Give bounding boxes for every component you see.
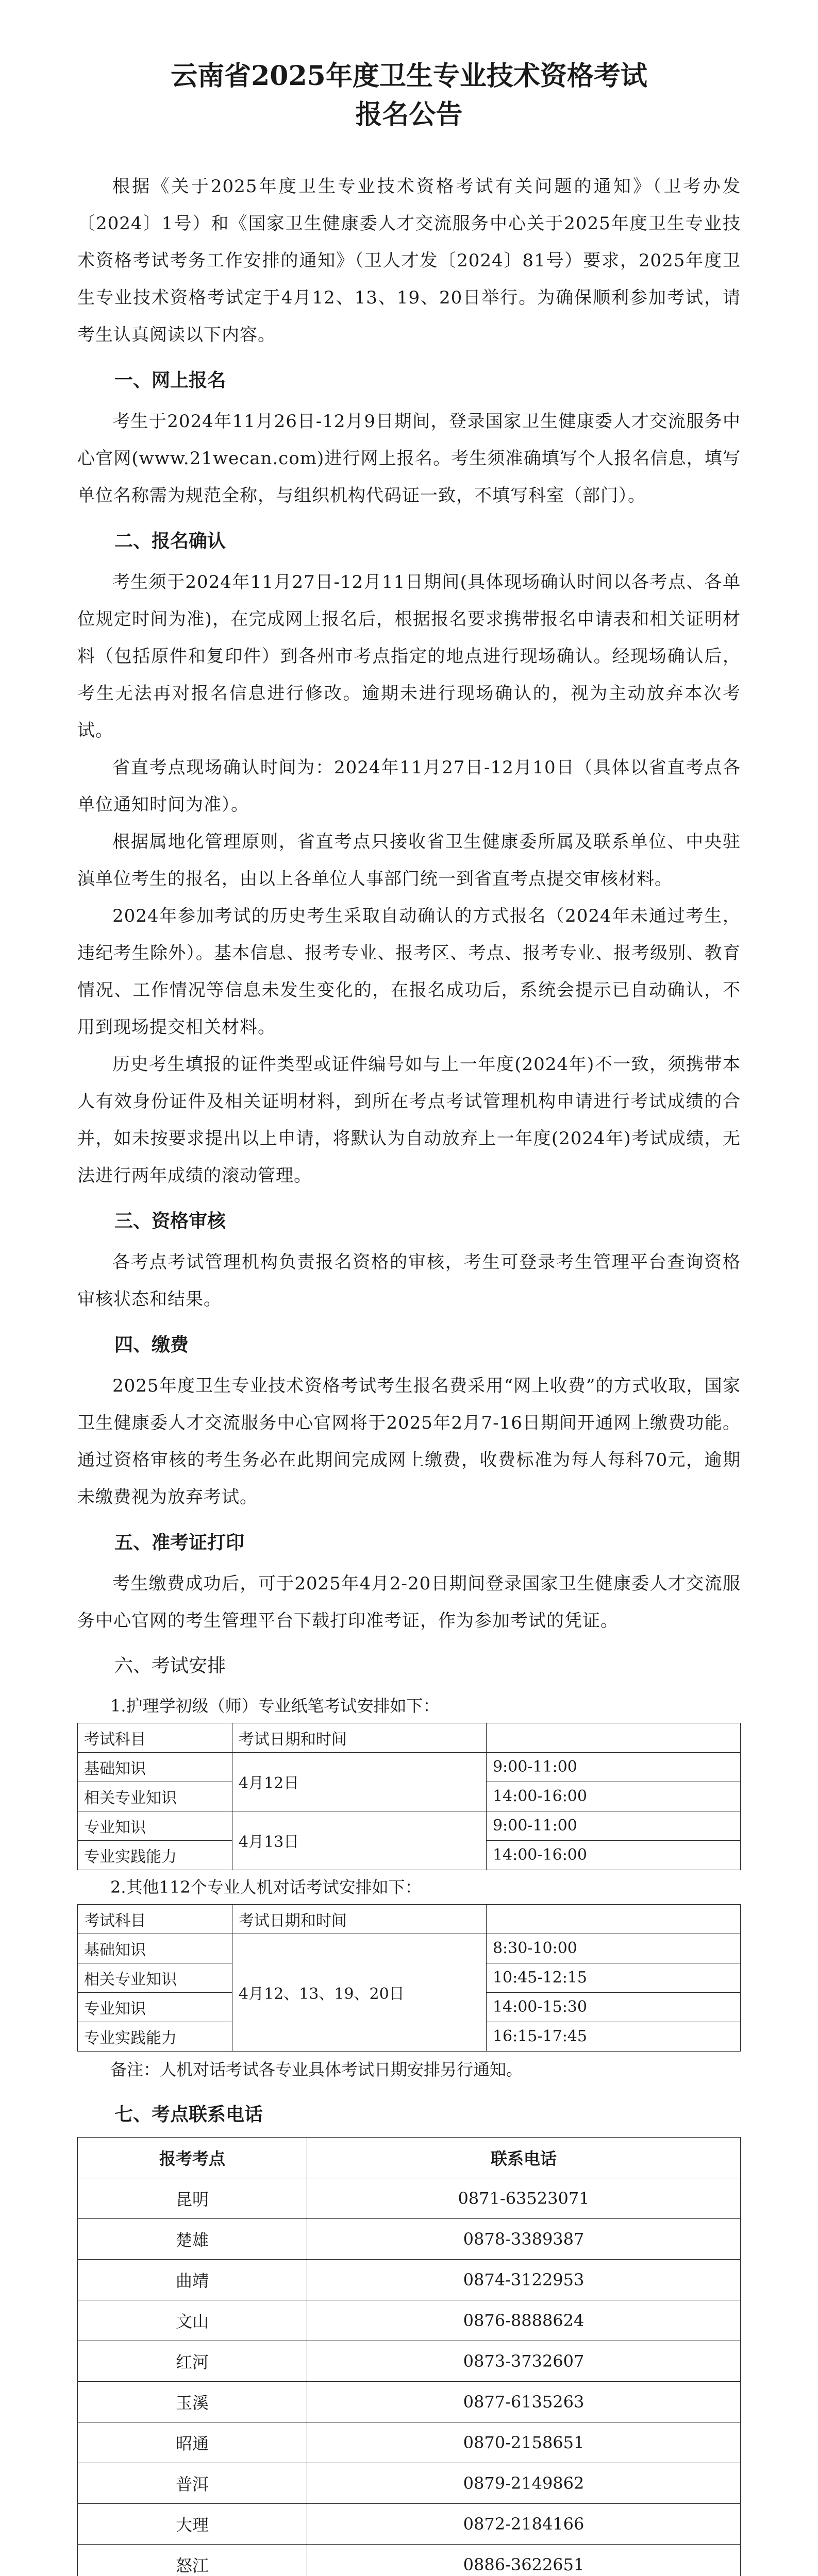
subject-cell: 基础知识: [78, 1934, 232, 1963]
table-header-row: [78, 1723, 741, 1752]
section-4-heading: 四、缴费: [114, 1333, 189, 1355]
table-header-cell: 报考考点: [78, 2137, 307, 2178]
time-cell: 9:00-11:00: [486, 1811, 740, 1840]
table-row: [78, 2544, 741, 2576]
nursing-exam-schedule-table: [77, 1723, 741, 1870]
table-row: [78, 2259, 741, 2300]
table-header-cell: 考试科目: [78, 1904, 232, 1934]
subject-cell: 专业知识: [78, 1992, 232, 2022]
section-4-paragraph: 2025年度卫生专业技术资格考试考生报名费采用“网上收费”的方式收取，国家卫生健康委人才交流服务中心官网将于2025年2月7-16日期间开通网上缴费功能。通过资格审核的考生务必在此期间完成网上缴费，收费标准为每人每科70元，逾期未缴费视为放弃考试。: [77, 1375, 741, 1507]
site-cell: 大理: [78, 2503, 307, 2544]
announcement-page: [77, 57, 741, 2576]
subject-cell: 相关专业知识: [78, 1963, 232, 1992]
site-cell: 玉溪: [78, 2381, 307, 2422]
contact-phone-table: [77, 2137, 741, 2576]
table-row: [78, 1811, 741, 1840]
intro-paragraph: 根据《关于2025年度卫生专业技术资格考试有关问题的通知》（卫考办发〔2024〕1号）和《国家卫生健康委人才交流服务中心关于2025年度卫生专业技术资格考试考务工作安排的通知》（卫人才发〔2024〕81号）要求，2025年度卫生专业技术资格考试定于4月12、13、19、20日举行。为确保顺利参加考试，请考生认真阅读以下内容。: [77, 176, 741, 345]
table-header-cell: 考试科目: [78, 1723, 232, 1752]
phone-cell: 0886-3622651: [307, 2544, 741, 2576]
table-2-caption: 2.其他112个专业人机对话考试安排如下：: [110, 1877, 422, 1897]
page-title: [77, 57, 741, 134]
section-2-heading: 二、报名确认: [114, 530, 226, 552]
table-header-cell: 考试日期和时间: [232, 1723, 486, 1752]
phone-cell: 0877-6135263: [307, 2381, 741, 2422]
section-2-paragraph-1: 考生须于2024年11月27日-12月11日期间(具体现场确认时间以各考点、各单位规定时间为准)，在完成网上报名后，根据报名要求携带报名申请表和相关证明材料（包括原件和复印件）到各州市考点指定的地点进行现场确认。经现场确认后，考生无法再对报名信息进行修改。逾期未进行现场确认的，视为主动放弃本次考试。: [77, 571, 741, 741]
subject-cell: 相关专业知识: [78, 1782, 232, 1811]
phone-cell: 0870-2158651: [307, 2422, 741, 2463]
section-2-paragraph-4: 2024年参加考试的历史考生采取自动确认的方式报名（2024年未通过考生，违纪考生除外）。基本信息、报考专业、报考区、考点、报考专业、报考级别、教育情况、工作情况等信息未发生变化的，在报名成功后，系统会提示已自动确认，不用到现场提交相关材料。: [77, 905, 741, 1038]
subject-cell: 专业知识: [78, 1811, 232, 1840]
table-row: [78, 1934, 741, 1963]
table-header-row: [78, 1904, 741, 1934]
section-1-heading: 一、网上报名: [114, 369, 226, 391]
contact-table-body: [78, 2178, 741, 2576]
site-cell: 昭通: [78, 2422, 307, 2463]
section-5-heading: 五、准考证打印: [114, 1531, 245, 1553]
section-2-paragraph-3: 根据属地化管理原则，省直考点只接收省卫生健康委所属及联系单位、中央驻滇单位考生的报名，由以上各单位人事部门统一到省直考点提交审核材料。: [77, 831, 741, 889]
section-2-paragraph-5: 历史考生填报的证件类型或证件编号如与上一年度(2024年)不一致，须携带本人有效身份证件及相关证明材料，到所在考点考试管理机构申请进行考试成绩的合并，如未按要求提出以上申请，将默认为自动放弃上一年度(2024年)考试成绩，无法进行两年成绩的滚动管理。: [77, 1054, 741, 1186]
section-5-paragraph: 考生缴费成功后，可于2025年4月2-20日期间登录国家卫生健康委人才交流服务中心官网的考生管理平台下载打印准考证，作为参加考试的凭证。: [77, 1573, 741, 1631]
time-cell: 8:30-10:00: [486, 1934, 740, 1963]
subject-cell: 专业实践能力: [78, 1840, 232, 1870]
computer-exam-schedule-table: [77, 1904, 741, 2052]
time-cell: 14:00-15:30: [486, 1992, 740, 2022]
table-row: [78, 1752, 741, 1782]
table-header-cell: [486, 1723, 740, 1752]
table-row: [78, 2503, 741, 2544]
title-line-2: 报名公告: [355, 99, 463, 131]
table-header-cell: 联系电话: [307, 2137, 741, 2178]
site-cell: 普洱: [78, 2463, 307, 2503]
phone-cell: 0874-3122953: [307, 2259, 741, 2300]
table-row: [78, 2381, 741, 2422]
table-row: [78, 2341, 741, 2381]
site-cell: 红河: [78, 2341, 307, 2381]
table-row: [78, 2300, 741, 2341]
title-line-1: 云南省2025年度卫生专业技术资格考试: [171, 60, 647, 92]
phone-cell: 0879-2149862: [307, 2463, 741, 2503]
section-3-heading: 三、资格审核: [114, 1210, 226, 1232]
time-cell: 14:00-16:00: [486, 1840, 740, 1870]
table-row: [78, 2178, 741, 2218]
table-row: [78, 2422, 741, 2463]
section-3-paragraph: 各考点考试管理机构负责报名资格的审核，考生可登录考生管理平台查询资格审核状态和结果。: [77, 1251, 741, 1310]
time-cell: 14:00-16:00: [486, 1782, 740, 1811]
section-2-paragraph-2: 省直考点现场确认时间为：2024年11月27日-12月10日（具体以省直考点各单位通知时间为准）。: [77, 757, 741, 815]
phone-cell: 0873-3732607: [307, 2341, 741, 2381]
time-cell: 9:00-11:00: [486, 1752, 740, 1782]
section-1-paragraph: 考生于2024年11月26日-12月9日期间，登录国家卫生健康委人才交流服务中心官网(www.21wecan.com)进行网上报名。考生须准确填写个人报名信息，填写单位名称需为规范全称，与组织机构代码证一致，不填写科室（部门）。: [77, 411, 741, 506]
date-cell: 4月13日: [232, 1811, 486, 1870]
site-cell: 怒江: [78, 2544, 307, 2576]
table-row: [78, 2463, 741, 2503]
phone-cell: 0872-2184166: [307, 2503, 741, 2544]
table-header-row: [78, 2137, 741, 2178]
subject-cell: 基础知识: [78, 1752, 232, 1782]
phone-cell: 0871-63523071: [307, 2178, 741, 2218]
site-cell: 曲靖: [78, 2259, 307, 2300]
time-cell: 10:45-12:15: [486, 1963, 740, 1992]
table-row: [78, 2218, 741, 2259]
site-cell: 昆明: [78, 2178, 307, 2218]
table-header-cell: 考试日期和时间: [232, 1904, 486, 1934]
section-7-heading: 七、考点联系电话: [114, 2103, 263, 2125]
section-6-heading: 六、考试安排: [114, 1655, 226, 1676]
phone-cell: 0876-8888624: [307, 2300, 741, 2341]
subject-cell: 专业实践能力: [78, 2022, 232, 2051]
date-cell: 4月12、13、19、20日: [232, 1934, 486, 2051]
site-cell: 文山: [78, 2300, 307, 2341]
exam-note: 备注：人机对话考试各专业具体考试日期安排另行通知。: [110, 2059, 523, 2079]
site-cell: 楚雄: [78, 2218, 307, 2259]
phone-cell: 0878-3389387: [307, 2218, 741, 2259]
date-cell: 4月12日: [232, 1752, 486, 1811]
table-header-cell: [486, 1904, 740, 1934]
time-cell: 16:15-17:45: [486, 2022, 740, 2051]
table-1-caption: 1.护理学初级（师）专业纸笔考试安排如下：: [110, 1696, 440, 1716]
